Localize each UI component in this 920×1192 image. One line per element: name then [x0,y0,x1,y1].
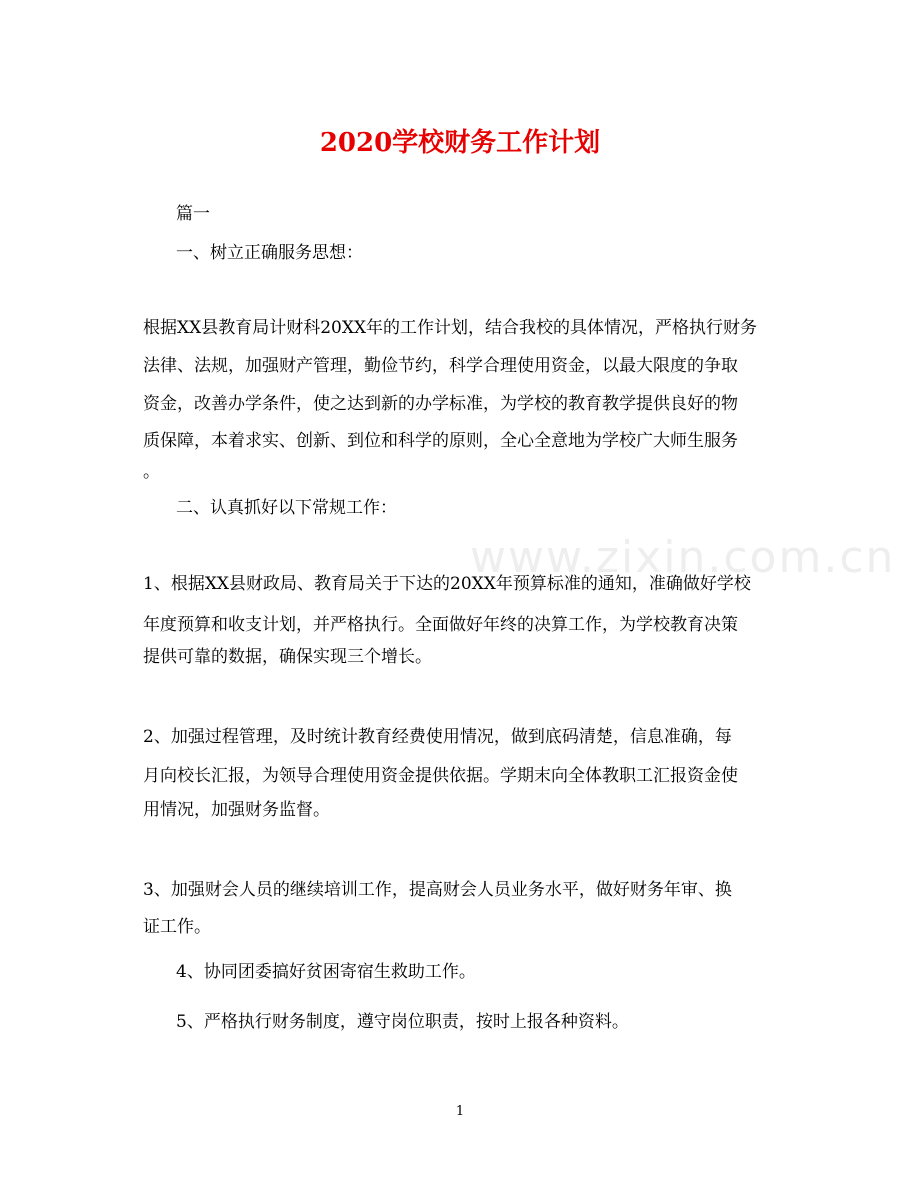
item-1-line: 1、根据XX县财政局、教育局关于下达的20XX年预算标准的通知，准确做好学校 [143,574,751,594]
paragraph-1-line: 。 [143,462,160,482]
item-2-line: 2、加强过程管理，及时统计教育经费使用情况，做到底码清楚，信息准确，每 [143,727,732,747]
paragraph-1 [143,318,777,482]
item-2-line: 用情况，加强财务监督。 [143,800,330,820]
item-4: 4、协同团委搞好贫困寄宿生救助工作。 [176,962,476,982]
page-number: 1 [455,1104,465,1119]
section1-heading: 一、树立正确服务思想： [176,243,363,263]
part-heading: 篇一 [176,204,210,224]
item-3-line: 证工作。 [143,917,211,937]
paragraph-1-line: 质保障，本着求实、创新、到位和科学的原则，全心全意地为学校广大师生服务 [143,431,738,451]
paragraph-1-line: 法律、法规，加强财产管理，勤俭节约，科学合理使用资金，以最大限度的争取 [143,356,738,376]
item-1-line: 年度预算和收支计划，并严格执行。全面做好年终的决算工作，为学校教育决策 [143,615,738,635]
paragraph-1-line: 根据XX县教育局计财科20XX年的工作计划，结合我校的具体情况，严格执行财务 [143,318,758,338]
item-1 [143,574,777,667]
document-title: 2020学校财务工作计划 [319,128,601,158]
item-2-line: 月向校长汇报，为领导合理使用资金提供依据。学期末向全体教职工汇报资金使 [143,766,738,786]
item-3 [143,880,777,937]
paragraph-1-line: 资金，改善办学条件，使之达到新的办学标准，为学校的教育教学提供良好的物 [143,394,738,414]
item-3-line: 3、加强财会人员的继续培训工作，提高财会人员业务水平，做好财务年审、换 [143,880,732,900]
section2-heading: 二、认真抓好以下常规工作： [176,498,397,518]
item-5: 5、严格执行财务制度，遵守岗位职责，按时上报各种资料。 [176,1012,629,1032]
item-2 [143,727,777,820]
item-1-line: 提供可靠的数据，确保实现三个增长。 [143,647,432,667]
watermark: www.zixin.com.cn [470,532,896,583]
